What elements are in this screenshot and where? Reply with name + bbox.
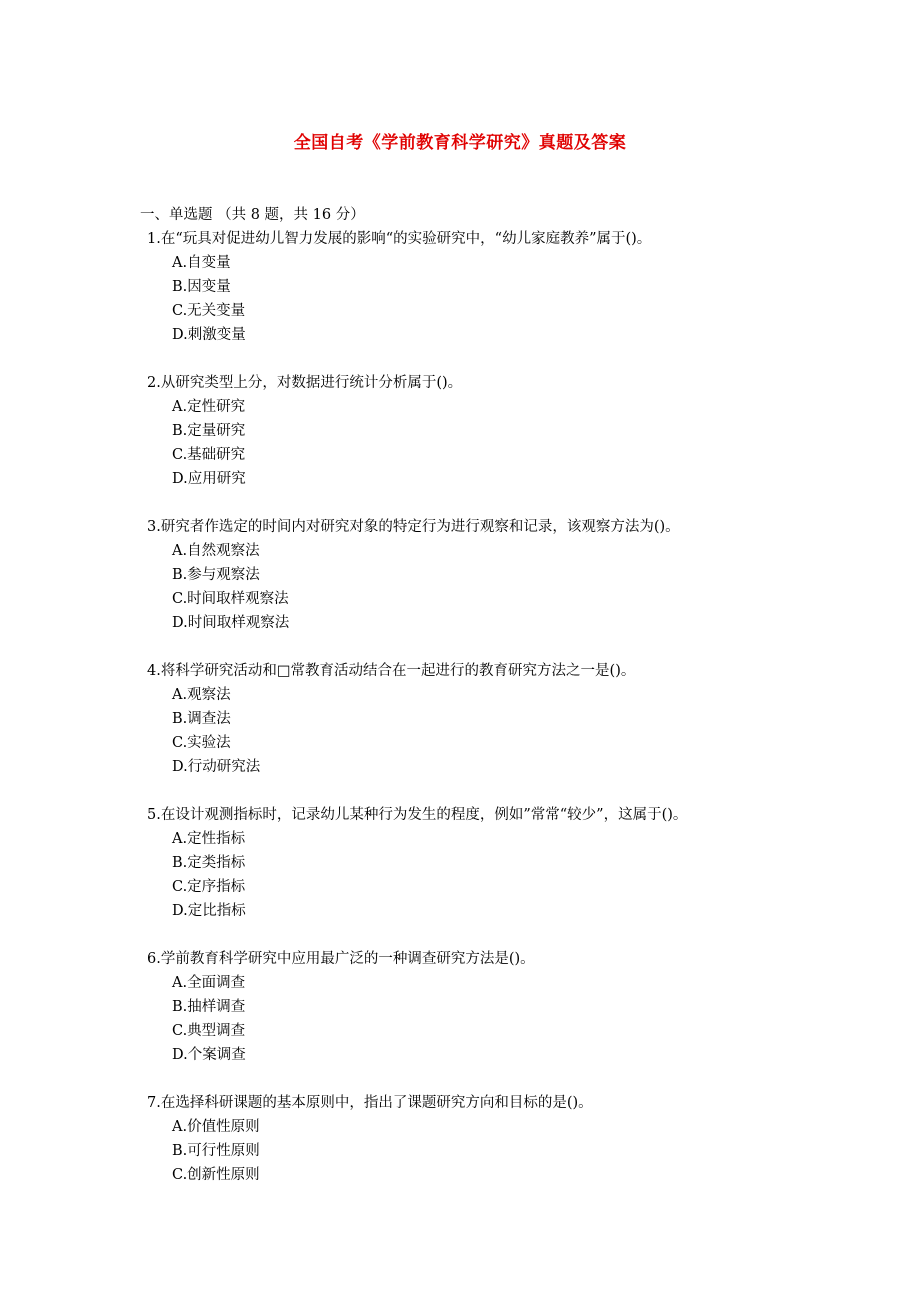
option-a: A.全面调查	[172, 975, 246, 991]
option-c: C.典型调查	[172, 1023, 246, 1039]
option-b: B.定类指标	[172, 855, 246, 871]
option-a: A.观察法	[172, 687, 231, 703]
option-b: B.因变量	[172, 279, 231, 295]
question-5	[147, 803, 687, 923]
question-2	[147, 371, 687, 491]
option-a: A.定性研究	[172, 399, 246, 415]
question-7	[147, 1091, 687, 1187]
option-b: B.可行性原则	[172, 1143, 260, 1159]
section-heading: 一、单选题 （共 8 题，共 16 分）	[140, 207, 365, 223]
option-b: B.参与观察法	[172, 567, 260, 583]
option-a: A.定性指标	[172, 831, 246, 847]
option-d: D.应用研究	[172, 471, 246, 487]
option-d: D.刺激变量	[172, 327, 246, 343]
option-a: A.自然观察法	[172, 543, 260, 559]
option-d: D.定比指标	[172, 903, 246, 919]
option-c: C.时间取样观察法	[172, 591, 289, 607]
option-c: C.无关变量	[172, 303, 246, 319]
question-stem: 7.在选择科研课题的基本原则中，指出了课题研究方向和目标的是()。	[147, 1095, 593, 1111]
question-3	[147, 515, 687, 635]
option-d: D.行动研究法	[172, 759, 261, 775]
option-c: C.创新性原则	[172, 1167, 260, 1183]
question-list	[147, 227, 687, 1211]
option-d: D.时间取样观察法	[172, 615, 290, 631]
question-stem: 2.从研究类型上分，对数据进行统计分析属于()。	[147, 375, 463, 391]
option-c: C.定序指标	[172, 879, 246, 895]
question-stem: 5.在设计观测指标时，记录幼儿某种行为发生的程度，例如”常常“较少”，这属于()。	[147, 807, 688, 823]
option-d: D.个案调查	[172, 1047, 246, 1063]
question-4	[147, 659, 687, 779]
option-c: C.实验法	[172, 735, 231, 751]
question-stem: 3.研究者作选定的时间内对研究对象的特定行为进行观察和记录，该观察方法为()。	[147, 519, 680, 535]
option-b: B.调查法	[172, 711, 231, 727]
question-6	[147, 947, 687, 1067]
question-1	[147, 227, 687, 347]
question-stem: 6.学前教育科学研究中应用最广泛的一种调查研究方法是()。	[147, 951, 535, 967]
document-title: 全国自考《学前教育科学研究》真题及答案	[293, 133, 627, 153]
question-stem: 4.将科学研究活动和□常教育活动结合在一起进行的教育研究方法之一是()。	[147, 663, 636, 679]
option-b: B.抽样调查	[172, 999, 246, 1015]
option-b: B.定量研究	[172, 423, 246, 439]
option-a: A.自变量	[172, 255, 231, 271]
option-c: C.基础研究	[172, 447, 246, 463]
option-a: A.价值性原则	[172, 1119, 260, 1135]
question-stem: 1.在“玩具对促进幼儿智力发展的影响“的实验研究中，“幼儿家庭教养”属于()。	[147, 231, 652, 247]
